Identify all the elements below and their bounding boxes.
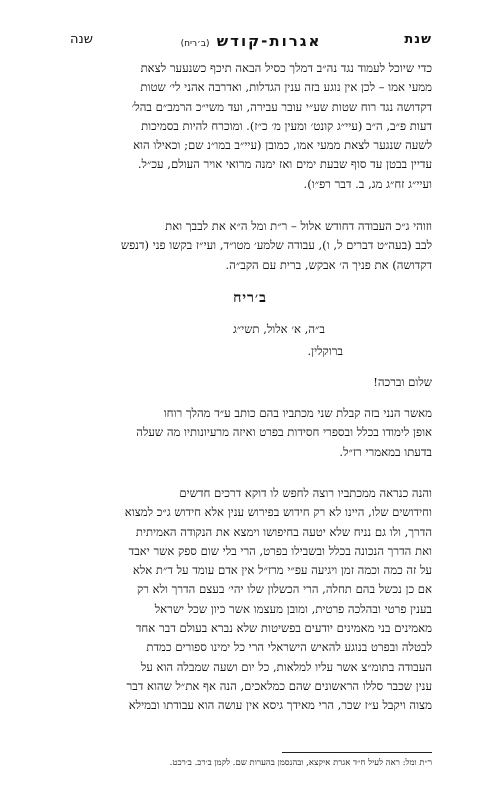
letter-greeting: שלום וברכה! xyxy=(373,375,432,389)
text-line: והנה כנראה ממכתביו רוצה לחפש לו דוקא דרכים חדשים xyxy=(179,486,432,500)
text-line: הדרך, ולו גם נניח שלא יטעה בחיפושו וימצא את הנקודה האמיתית xyxy=(135,524,432,539)
footnote-divider xyxy=(282,752,432,753)
text-line: ועיי״ג זח״ג מג, ב. דבר רפ״ו). xyxy=(303,176,432,191)
letter-date: ב״ה, א׳ אלול, תשי״ג xyxy=(232,322,325,336)
text-line: מצוה ויקבל ע״ז שכר, הרי מאידך גיסא אין עושה הוא עבודתו ובמילא xyxy=(128,698,432,713)
footnote: ר״ת ומל: ראה לעיל ח״ד אגרת איקצא, ובהנסמן בהערות שם. לקמן ב׳רכ. ב׳רכט. xyxy=(169,758,432,768)
text-line: עדיין בבטן עד סוף שבעת ימים ואז ימנה מרואי אויר העולם, עכ״ל. xyxy=(137,157,432,172)
text-line: אופן לימודו בכלל ובספרי חסידות בפרט ואיזה מרעיונותיו מה שעלה xyxy=(136,425,432,440)
letter-city: ברוקלין. xyxy=(307,344,343,358)
paragraph-2 xyxy=(68,217,432,275)
text-line: לבטלה ובפרט בנוגע להאיש הישראלי הרי כל ימינו ספורים כמדת xyxy=(146,640,432,655)
header-title-text: אגרות-קודש xyxy=(216,32,322,50)
letter-number-heading: ב׳ריח xyxy=(233,290,267,306)
header-year-word: שנת xyxy=(404,32,432,47)
header-letter-number: (ב׳ריח) xyxy=(180,39,210,49)
header-title xyxy=(70,32,432,50)
text-line: אם כן נכשל בהם תחלה, הרי הכשלון שלו יהי׳ בעצם הדרך ולא רק xyxy=(137,582,432,597)
text-line: דקדושה נגד רוח שטות שע״י עובר עבירה, ועד משי״כ הרמב״ם בהל׳ xyxy=(131,99,432,114)
text-line: דעות פ״ב, ה״ב (עיי״ג קונט׳ ומעין מ׳ כ״ז). ומוכרח להיות בסמיכות xyxy=(141,118,432,133)
text-line: כדי שיוכל לעמוד נגד נה״ב דמלך כסיל הבאה תיכף כשנעער לצאת xyxy=(140,61,432,75)
text-line: בענין פרטי ובהלכה פרטית, ומובן מעצמו אשר כיון שכל ישראל xyxy=(154,601,432,616)
text-line: דקדושה) את פניך ה׳ אבקש, ברית עם הקב״ה. xyxy=(225,257,432,272)
text-line: העבודה בתומ״צ אשר עליו למלאות, כל יום ושעה שמבלה הוא על xyxy=(140,659,432,674)
paragraph-3 xyxy=(68,404,432,462)
text-line: ענין שכבר סללו הראשונים שהם כמלאכים, הנה אף את״ל שהוא דבר xyxy=(126,678,432,693)
text-line: וזוהי ג״כ העבודה דחודש אלול – ר״ת ומל ה״א את לבבך ואת xyxy=(165,219,432,233)
paragraph-4 xyxy=(68,484,432,716)
text-line: ממעי אמו – לכן אין נוגע בזה ענין הגדלות, ואדרבה אהני לי׳ שטות xyxy=(140,80,432,95)
text-line: וחידושים שלו, היינו לא רק חידוש בפירוש ענין אלא חידוש ג״כ למצוא xyxy=(124,505,432,520)
text-line: בדעתו במאמרי רז״ל. xyxy=(339,444,432,459)
running-header xyxy=(70,32,432,54)
text-line: ואת הדרך הנכונה בכלל ובשבילו בפרט, הרי בלי שום ספק אשר יאבד xyxy=(128,543,432,558)
text-line: מאמינים בני מאמינים יודעים בפשיטות שלא נברא בעולם דבר אחד xyxy=(135,621,432,636)
paragraph-1 xyxy=(68,59,432,194)
text-line: מאשר הנני בזה קבלת שני מכתביו בהם כותב ע״ד מהלך רוחו xyxy=(163,406,432,420)
header-page-word: שנה xyxy=(70,32,93,47)
text-line: לשעה שנגער לצאת ממעי אמו, כמובן (עיי״ב במו״נ שם; וכאילו הוא xyxy=(133,138,432,153)
text-line: לבב (בעה״ט דברים ל, ו), עבודה שלמע׳ מטו״ד, ועי״ז בקשו פני (דנפש xyxy=(120,238,432,253)
text-line: על זה כמה וכמה זמן ויגיעה עפ״י מרז״ל אין אדם עומד על ד״ת אלא xyxy=(132,563,432,578)
